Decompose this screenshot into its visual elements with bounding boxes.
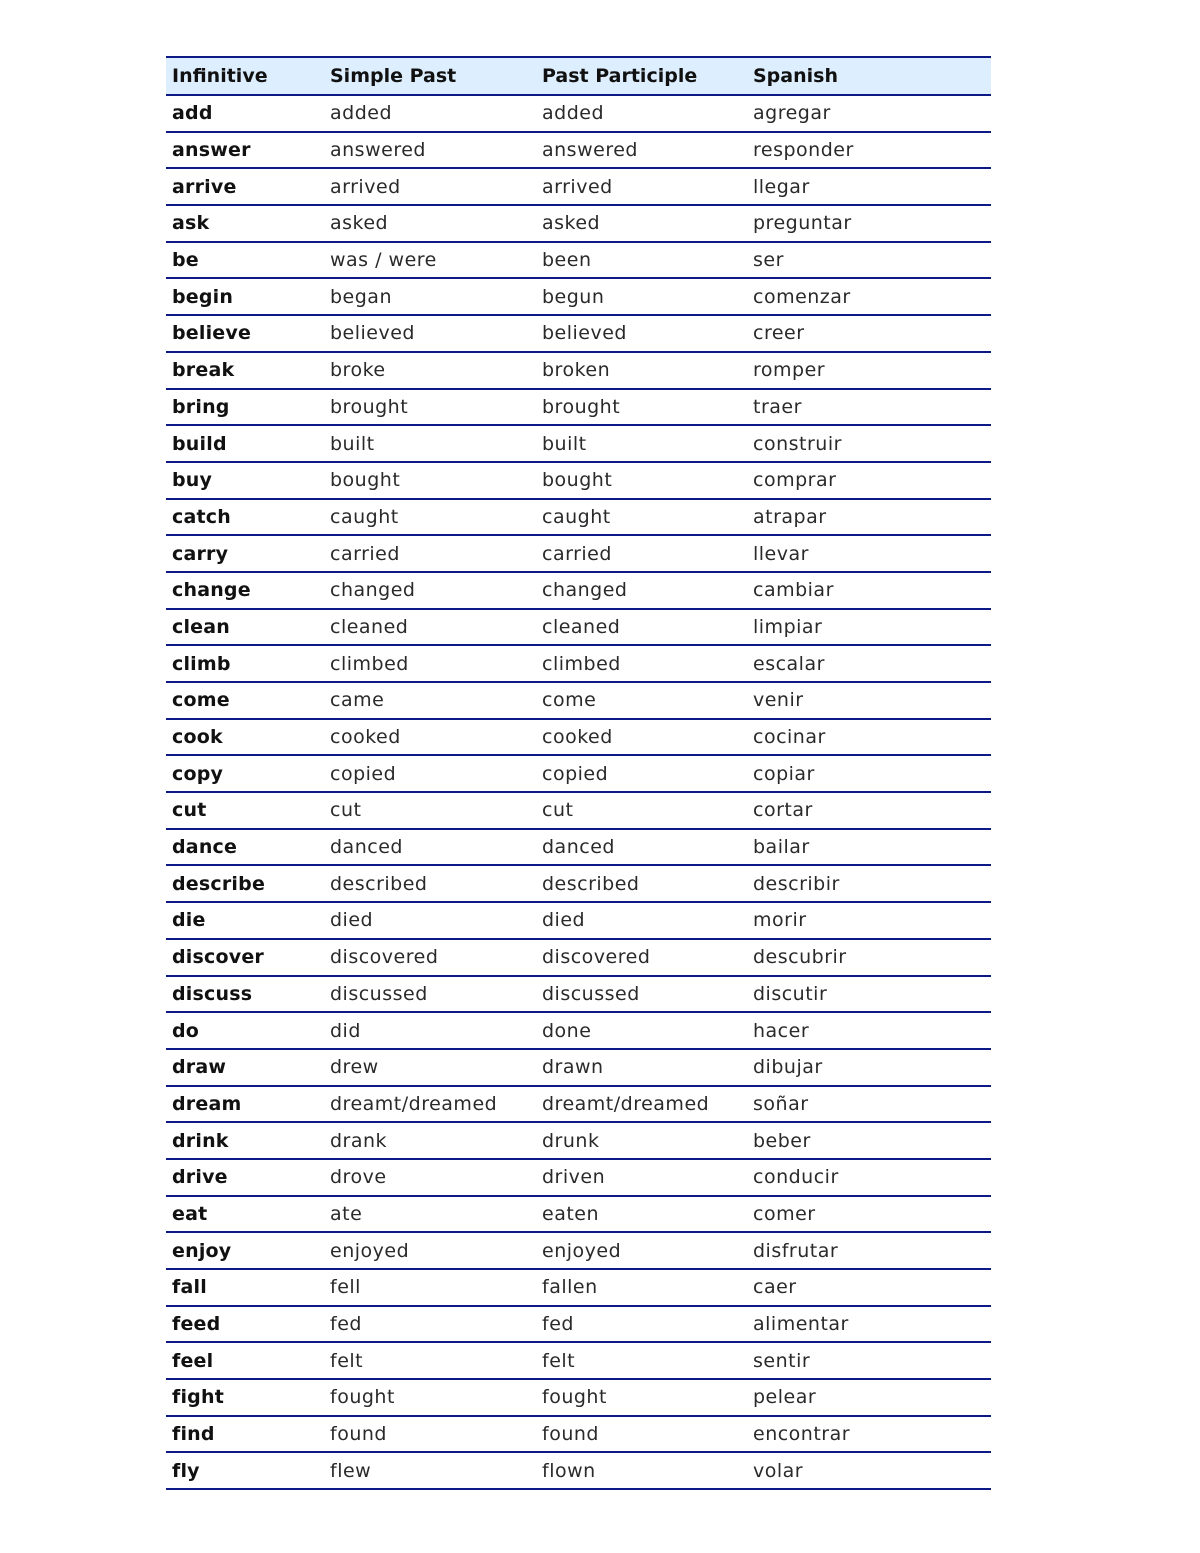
- past-participle-cell: found: [536, 1416, 747, 1453]
- spanish-cell: disfrutar: [747, 1232, 991, 1269]
- infinitive-cell: climb: [166, 645, 324, 682]
- simple-past-cell: was / were: [324, 242, 536, 279]
- spanish-cell: hacer: [747, 1012, 991, 1049]
- past-participle-cell: changed: [536, 572, 747, 609]
- simple-past-cell: drove: [324, 1159, 536, 1196]
- past-participle-cell: bought: [536, 462, 747, 499]
- table-row: [166, 389, 991, 426]
- spanish-cell: limpiar: [747, 609, 991, 646]
- spanish-cell: alimentar: [747, 1306, 991, 1343]
- infinitive-cell: come: [166, 682, 324, 719]
- infinitive-cell: break: [166, 352, 324, 389]
- simple-past-cell: fought: [324, 1379, 536, 1416]
- spanish-cell: caer: [747, 1269, 991, 1306]
- infinitive-cell: bring: [166, 389, 324, 426]
- spanish-cell: cortar: [747, 792, 991, 829]
- simple-past-cell: died: [324, 902, 536, 939]
- simple-past-cell: came: [324, 682, 536, 719]
- spanish-cell: volar: [747, 1452, 991, 1489]
- spanish-cell: traer: [747, 389, 991, 426]
- simple-past-cell: copied: [324, 755, 536, 792]
- table-row: [166, 902, 991, 939]
- spanish-cell: morir: [747, 902, 991, 939]
- table-row: [166, 829, 991, 866]
- infinitive-cell: add: [166, 95, 324, 132]
- table-row: [166, 462, 991, 499]
- past-participle-cell: brought: [536, 389, 747, 426]
- past-participle-cell: believed: [536, 315, 747, 352]
- spanish-cell: llegar: [747, 168, 991, 205]
- spanish-cell: escalar: [747, 645, 991, 682]
- past-participle-cell: done: [536, 1012, 747, 1049]
- table-header: [166, 57, 991, 95]
- past-participle-cell: eaten: [536, 1196, 747, 1233]
- spanish-cell: llevar: [747, 535, 991, 572]
- table-row: [166, 609, 991, 646]
- simple-past-cell: added: [324, 95, 536, 132]
- table-row: [166, 1452, 991, 1489]
- past-participle-cell: felt: [536, 1342, 747, 1379]
- simple-past-cell: cooked: [324, 719, 536, 756]
- table-row: [166, 572, 991, 609]
- infinitive-cell: fall: [166, 1269, 324, 1306]
- spanish-cell: cocinar: [747, 719, 991, 756]
- spanish-cell: construir: [747, 425, 991, 462]
- infinitive-cell: cut: [166, 792, 324, 829]
- infinitive-cell: believe: [166, 315, 324, 352]
- simple-past-cell: brought: [324, 389, 536, 426]
- simple-past-cell: fed: [324, 1306, 536, 1343]
- table-row: [166, 1196, 991, 1233]
- simple-past-cell: felt: [324, 1342, 536, 1379]
- spanish-cell: preguntar: [747, 205, 991, 242]
- table-row: [166, 755, 991, 792]
- simple-past-cell: danced: [324, 829, 536, 866]
- table-row: [166, 242, 991, 279]
- infinitive-cell: discuss: [166, 976, 324, 1013]
- spanish-cell: romper: [747, 352, 991, 389]
- spanish-cell: ser: [747, 242, 991, 279]
- spanish-cell: agregar: [747, 95, 991, 132]
- past-participle-cell: cooked: [536, 719, 747, 756]
- past-participle-cell: climbed: [536, 645, 747, 682]
- simple-past-cell: caught: [324, 499, 536, 536]
- past-participle-cell: discussed: [536, 976, 747, 1013]
- past-participle-cell: enjoyed: [536, 1232, 747, 1269]
- past-participle-cell: fed: [536, 1306, 747, 1343]
- simple-past-cell: found: [324, 1416, 536, 1453]
- infinitive-cell: ask: [166, 205, 324, 242]
- simple-past-cell: drank: [324, 1122, 536, 1159]
- spanish-cell: descubrir: [747, 939, 991, 976]
- spanish-cell: creer: [747, 315, 991, 352]
- past-participle-cell: drawn: [536, 1049, 747, 1086]
- past-participle-cell: described: [536, 865, 747, 902]
- simple-past-cell: enjoyed: [324, 1232, 536, 1269]
- infinitive-cell: cook: [166, 719, 324, 756]
- infinitive-cell: drive: [166, 1159, 324, 1196]
- simple-past-cell: believed: [324, 315, 536, 352]
- past-participle-cell: flown: [536, 1452, 747, 1489]
- simple-past-cell: flew: [324, 1452, 536, 1489]
- spanish-cell: responder: [747, 132, 991, 169]
- simple-past-cell: discovered: [324, 939, 536, 976]
- simple-past-cell: climbed: [324, 645, 536, 682]
- simple-past-cell: bought: [324, 462, 536, 499]
- spanish-cell: describir: [747, 865, 991, 902]
- simple-past-cell: drew: [324, 1049, 536, 1086]
- infinitive-cell: answer: [166, 132, 324, 169]
- infinitive-cell: feel: [166, 1342, 324, 1379]
- simple-past-cell: discussed: [324, 976, 536, 1013]
- infinitive-cell: drink: [166, 1122, 324, 1159]
- past-participle-cell: broken: [536, 352, 747, 389]
- table-row: [166, 132, 991, 169]
- table-row: [166, 315, 991, 352]
- infinitive-cell: eat: [166, 1196, 324, 1233]
- past-participle-cell: driven: [536, 1159, 747, 1196]
- table-row: [166, 1342, 991, 1379]
- spanish-cell: sentir: [747, 1342, 991, 1379]
- infinitive-cell: carry: [166, 535, 324, 572]
- table-row: [166, 278, 991, 315]
- infinitive-cell: dance: [166, 829, 324, 866]
- past-participle-cell: answered: [536, 132, 747, 169]
- spanish-cell: comprar: [747, 462, 991, 499]
- infinitive-cell: copy: [166, 755, 324, 792]
- past-participle-cell: dreamt/dreamed: [536, 1086, 747, 1123]
- simple-past-cell: dreamt/dreamed: [324, 1086, 536, 1123]
- infinitive-cell: buy: [166, 462, 324, 499]
- spanish-cell: comenzar: [747, 278, 991, 315]
- simple-past-cell: cleaned: [324, 609, 536, 646]
- infinitive-cell: feed: [166, 1306, 324, 1343]
- infinitive-cell: dream: [166, 1086, 324, 1123]
- table-row: [166, 1232, 991, 1269]
- past-participle-cell: drunk: [536, 1122, 747, 1159]
- header-row: [166, 57, 991, 95]
- past-participle-cell: carried: [536, 535, 747, 572]
- infinitive-cell: arrive: [166, 168, 324, 205]
- table-row: [166, 1086, 991, 1123]
- table-row: [166, 1049, 991, 1086]
- past-participle-cell: cleaned: [536, 609, 747, 646]
- spanish-cell: beber: [747, 1122, 991, 1159]
- infinitive-cell: be: [166, 242, 324, 279]
- table-row: [166, 1416, 991, 1453]
- past-participle-cell: died: [536, 902, 747, 939]
- irregular-verbs-table: [166, 56, 991, 1490]
- table-row: [166, 1306, 991, 1343]
- table-row: [166, 352, 991, 389]
- table-row: [166, 1012, 991, 1049]
- simple-past-cell: broke: [324, 352, 536, 389]
- spanish-cell: copiar: [747, 755, 991, 792]
- spanish-cell: discutir: [747, 976, 991, 1013]
- infinitive-cell: fight: [166, 1379, 324, 1416]
- table-row: [166, 1159, 991, 1196]
- past-participle-cell: asked: [536, 205, 747, 242]
- infinitive-cell: do: [166, 1012, 324, 1049]
- header-simple-past: Simple Past: [324, 57, 536, 95]
- infinitive-cell: fly: [166, 1452, 324, 1489]
- simple-past-cell: fell: [324, 1269, 536, 1306]
- infinitive-cell: describe: [166, 865, 324, 902]
- table-row: [166, 865, 991, 902]
- table-row: [166, 168, 991, 205]
- spanish-cell: venir: [747, 682, 991, 719]
- infinitive-cell: begin: [166, 278, 324, 315]
- spanish-cell: dibujar: [747, 1049, 991, 1086]
- past-participle-cell: added: [536, 95, 747, 132]
- infinitive-cell: enjoy: [166, 1232, 324, 1269]
- past-participle-cell: begun: [536, 278, 747, 315]
- infinitive-cell: find: [166, 1416, 324, 1453]
- simple-past-cell: built: [324, 425, 536, 462]
- infinitive-cell: build: [166, 425, 324, 462]
- table-row: [166, 682, 991, 719]
- spanish-cell: atrapar: [747, 499, 991, 536]
- past-participle-cell: fallen: [536, 1269, 747, 1306]
- table-row: [166, 1122, 991, 1159]
- table-body: [166, 95, 991, 1489]
- infinitive-cell: change: [166, 572, 324, 609]
- header-infinitive: Infinitive: [166, 57, 324, 95]
- table-row: [166, 95, 991, 132]
- spanish-cell: bailar: [747, 829, 991, 866]
- past-participle-cell: come: [536, 682, 747, 719]
- past-participle-cell: arrived: [536, 168, 747, 205]
- past-participle-cell: discovered: [536, 939, 747, 976]
- simple-past-cell: did: [324, 1012, 536, 1049]
- simple-past-cell: carried: [324, 535, 536, 572]
- table-row: [166, 425, 991, 462]
- infinitive-cell: discover: [166, 939, 324, 976]
- table-row: [166, 499, 991, 536]
- table-row: [166, 1269, 991, 1306]
- spanish-cell: encontrar: [747, 1416, 991, 1453]
- spanish-cell: soñar: [747, 1086, 991, 1123]
- spanish-cell: conducir: [747, 1159, 991, 1196]
- table-row: [166, 205, 991, 242]
- past-participle-cell: fought: [536, 1379, 747, 1416]
- table-row: [166, 719, 991, 756]
- table-row: [166, 645, 991, 682]
- simple-past-cell: asked: [324, 205, 536, 242]
- simple-past-cell: ate: [324, 1196, 536, 1233]
- infinitive-cell: clean: [166, 609, 324, 646]
- past-participle-cell: copied: [536, 755, 747, 792]
- table-row: [166, 976, 991, 1013]
- past-participle-cell: been: [536, 242, 747, 279]
- header-past-participle: Past Participle: [536, 57, 747, 95]
- simple-past-cell: described: [324, 865, 536, 902]
- spanish-cell: comer: [747, 1196, 991, 1233]
- table-row: [166, 1379, 991, 1416]
- past-participle-cell: built: [536, 425, 747, 462]
- simple-past-cell: cut: [324, 792, 536, 829]
- table-row: [166, 792, 991, 829]
- spanish-cell: pelear: [747, 1379, 991, 1416]
- infinitive-cell: draw: [166, 1049, 324, 1086]
- simple-past-cell: arrived: [324, 168, 536, 205]
- past-participle-cell: caught: [536, 499, 747, 536]
- spanish-cell: cambiar: [747, 572, 991, 609]
- header-spanish: Spanish: [747, 57, 991, 95]
- infinitive-cell: catch: [166, 499, 324, 536]
- past-participle-cell: danced: [536, 829, 747, 866]
- infinitive-cell: die: [166, 902, 324, 939]
- table-row: [166, 535, 991, 572]
- past-participle-cell: cut: [536, 792, 747, 829]
- simple-past-cell: began: [324, 278, 536, 315]
- simple-past-cell: changed: [324, 572, 536, 609]
- table-row: [166, 939, 991, 976]
- simple-past-cell: answered: [324, 132, 536, 169]
